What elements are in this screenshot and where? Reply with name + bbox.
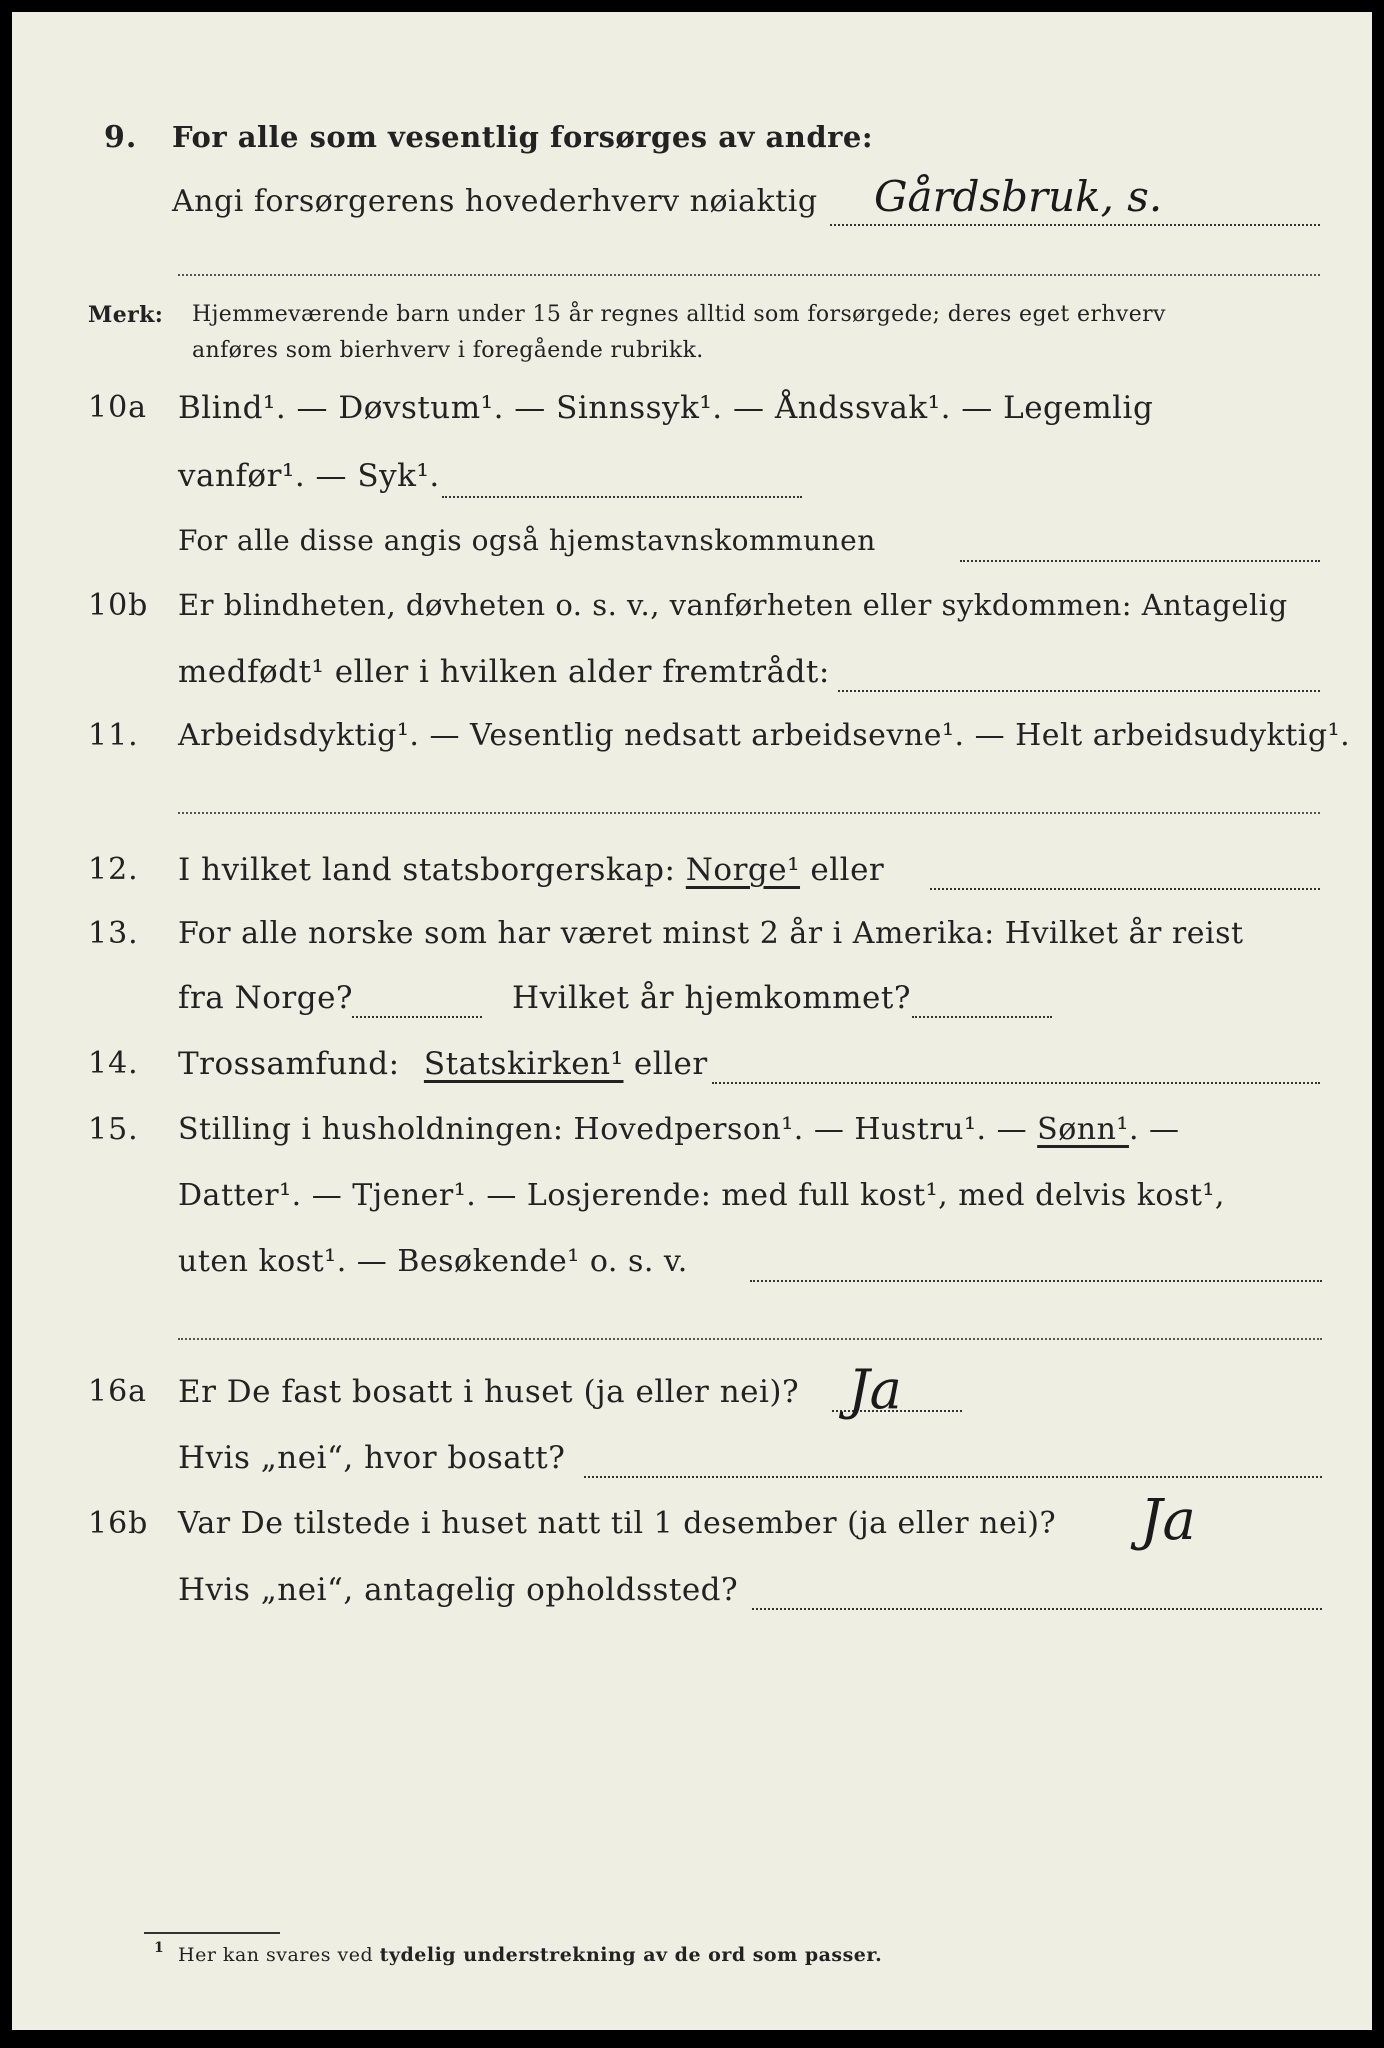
q12-pre: I hvilket land statsborgerskap: — [178, 852, 676, 888]
q15-row-1 — [12, 1112, 1372, 1162]
merk-row-2 — [12, 338, 1372, 388]
q12-post: eller — [810, 852, 885, 888]
q14-post: eller — [633, 1046, 708, 1082]
merk-line-2: anføres som bierhverv i foregående rubrikk. — [192, 338, 704, 363]
q9-extra-line[interactable] — [178, 274, 1320, 276]
q10a-hjemstavn-line[interactable] — [960, 560, 1320, 562]
q16b-opholdssted-line[interactable] — [752, 1608, 1322, 1610]
q12-row — [12, 852, 1372, 902]
q10a-number: 10a — [88, 390, 148, 425]
q10a-line-3: For alle disse angis også hjemstavnskommunen — [178, 524, 876, 557]
q13-reist-label: fra Norge? — [178, 980, 354, 1016]
q13-hjemkommet-line[interactable] — [912, 1016, 1052, 1018]
q9-heading: For alle som vesentlig forsørges av andre: — [172, 120, 874, 154]
q15-answer-line[interactable] — [750, 1280, 1322, 1282]
q14-statskirken-underlined: Statskirken¹ — [423, 1046, 624, 1082]
q9-question: Angi forsørgerens hovederhverv nøiaktig — [172, 184, 818, 219]
q10a-syk-line[interactable] — [442, 496, 802, 498]
q14-pre: Trossamfund: — [178, 1046, 400, 1082]
q14-question — [178, 1046, 708, 1082]
q16b-question: Var De tilstede i huset natt til 1 desember (ja eller nei)? — [178, 1506, 1057, 1541]
q10a-line-2: vanfør¹. — Syk¹. — [178, 458, 440, 494]
footnote-bold: tydelig understrekning av de ord som passer. — [379, 1944, 883, 1966]
q10a-line-1: Blind¹. — Døvstum¹. — Sinnssyk¹. — Åndssvak¹. — Legemlig — [178, 390, 1154, 426]
q13-row-1 — [12, 916, 1372, 966]
q11-line-1: Arbeidsdyktig¹. — Vesentlig nedsatt arbeidsevne¹. — Helt arbeidsudyktig¹. — [178, 718, 1351, 753]
q15-line-3: uten kost¹. — Besøkende¹ o. s. v. — [178, 1244, 688, 1279]
q12-question — [178, 852, 884, 888]
q10b-answer-line[interactable] — [838, 690, 1320, 692]
q10b-line-1: Er blindheten, døvheten o. s. v., vanførheten eller sykdommen: Antagelig — [178, 588, 1288, 622]
q10b-number: 10b — [88, 588, 149, 623]
q11-row — [12, 718, 1372, 768]
q16a-row-2 — [12, 1440, 1372, 1490]
q14-number: 14. — [88, 1046, 139, 1081]
q16b-opholdssted-label: Hvis „nei“, antagelig opholdssted? — [178, 1572, 739, 1608]
q9-handwritten-answer: Gårdsbruk, s. — [874, 172, 1163, 221]
q13-reist-line[interactable] — [352, 1016, 482, 1018]
q15-line-2: Datter¹. — Tjener¹. — Losjerende: med full kost¹, med delvis kost¹, — [178, 1178, 1225, 1213]
merk-label: Merk: — [88, 302, 164, 328]
q12-norge-underlined: Norge¹ — [685, 852, 801, 888]
q15-sonn-underlined: Sønn¹ — [1037, 1112, 1129, 1147]
q10b-row-1 — [12, 588, 1372, 638]
q9-answer-line[interactable] — [830, 224, 1320, 226]
q14-row — [12, 1046, 1372, 1096]
census-form-page — [12, 12, 1372, 2030]
q10b-row-2 — [12, 654, 1372, 704]
footnote-separator — [144, 1932, 280, 1934]
q16a-bosatt-line[interactable] — [584, 1476, 1322, 1478]
q12-number: 12. — [88, 852, 139, 887]
footnote-row — [12, 1940, 1372, 1994]
q11-number: 11. — [88, 718, 139, 753]
q16b-row-2 — [12, 1572, 1372, 1622]
q16a-question: Er De fast bosatt i huset (ja eller nei)? — [178, 1374, 800, 1410]
q10a-row-3 — [12, 524, 1372, 574]
q9-row-2 — [12, 172, 1372, 234]
q10b-line-2: medfødt¹ eller i hvilken alder fremtrådt: — [178, 654, 830, 690]
q16a-row-1 — [12, 1358, 1372, 1424]
q16a-bosatt-label: Hvis „nei“, hvor bosatt? — [178, 1440, 566, 1476]
q13-hjemkommet-label: Hvilket år hjemkommet? — [512, 980, 911, 1016]
q16b-row-1 — [12, 1488, 1372, 1556]
q15-extra-line[interactable] — [178, 1338, 1322, 1340]
q15-row-2 — [12, 1178, 1372, 1228]
q13-row-2 — [12, 980, 1372, 1030]
q15-number: 15. — [88, 1112, 139, 1147]
q10a-row-2 — [12, 458, 1372, 508]
q13-number: 13. — [88, 916, 139, 951]
footnote-text — [178, 1944, 882, 1966]
q13-line-1: For alle norske som har været minst 2 år i Amerika: Hvilket år reist — [178, 916, 1244, 951]
q12-answer-line[interactable] — [930, 888, 1320, 890]
q14-answer-line[interactable] — [712, 1082, 1320, 1084]
q15-line-1 — [178, 1112, 1180, 1147]
q10a-row-1 — [12, 390, 1372, 440]
q15-line-1-post: . — — [1128, 1112, 1180, 1147]
q11-answer-line[interactable] — [178, 812, 1320, 814]
q15-line-1-pre: Stilling i husholdningen: Hovedperson¹. — Hustru¹. — — [178, 1112, 1028, 1147]
footnote-mark: 1 — [154, 1940, 165, 1956]
q16b-number: 16b — [88, 1506, 149, 1541]
q9-number: 9. — [104, 120, 138, 155]
footnote-pre: Her kan svares ved — [178, 1944, 374, 1966]
q16b-handwritten-answer: Ja — [1140, 1488, 1196, 1553]
q16a-number: 16a — [88, 1374, 148, 1409]
merk-line-1: Hjemmeværende barn under 15 år regnes alltid som forsørgede; deres eget erhverv — [192, 302, 1166, 327]
q9-row-1 — [12, 120, 1372, 170]
q15-row-3 — [12, 1244, 1372, 1294]
q16a-handwritten-answer: Ja — [848, 1358, 902, 1421]
